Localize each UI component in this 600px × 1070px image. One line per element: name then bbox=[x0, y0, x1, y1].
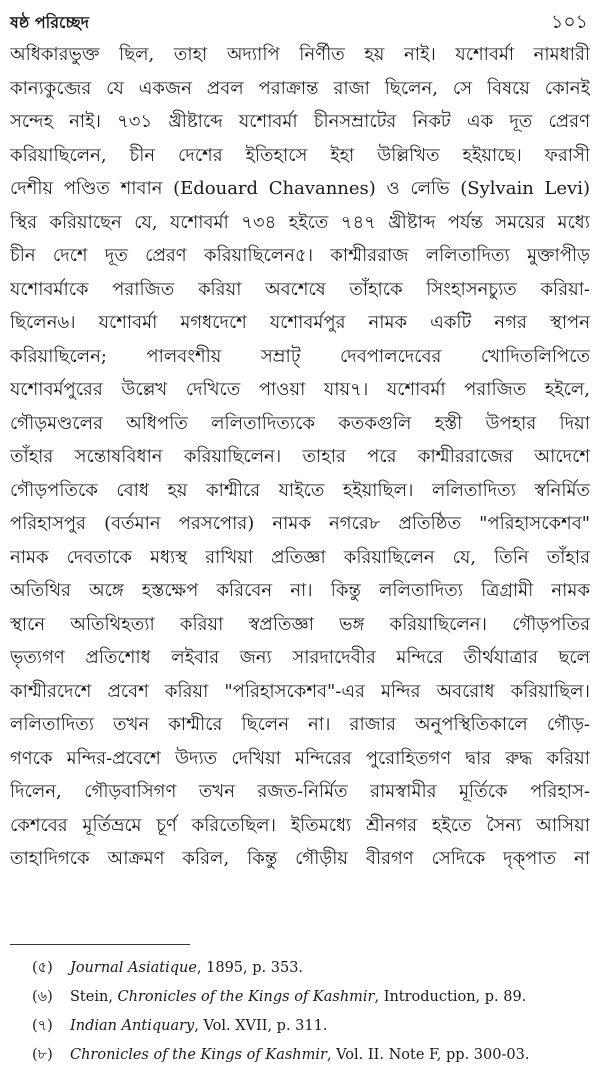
text-line: ছিলেন৬। যশোবর্মা মগধদেশে যশোবর্মপুর নামক একটি নগর স্থাপন bbox=[10, 312, 590, 333]
footnote-rest: , Vol. II. Note F, pp. 300-03. bbox=[326, 1047, 530, 1063]
text-line: দেশীয় পণ্ডিত শাবান (Edouard Chavannes) ও লেভি (Sylvain Levi) bbox=[10, 178, 590, 199]
text-line: গণকে মন্দির-প্রবেশে উদ্যত দেখিয়া মন্দিরের পুরোহিতগণ দ্বার রুদ্ধ করিয়া bbox=[10, 747, 590, 769]
text-line: কান্যকুব্জের যে একজন প্রবল পরাক্রান্ত রাজা ছিলেন, সে বিষয়ে কোনই bbox=[10, 77, 590, 99]
text-line: করিয়াছিলেন; পালবংশীয় সম্রাট্ দেবপালদেবের খোদিতলিপিতে bbox=[10, 345, 590, 367]
footnote-rest: , Vol. XVII, p. 311. bbox=[194, 1018, 328, 1034]
text-line: কাশ্মীরদেশে প্রবেশ করিয়া "পরিহাসকেশব"-এর মন্দির অবরোধ করিয়াছিল। bbox=[10, 680, 590, 702]
text-line: গৌড়পতিকে বোধ হয় কাশ্মীরে যাইতে হইয়াছিল। ললিতাদিত্য স্বনির্মিত bbox=[10, 479, 590, 501]
text-line: করিয়াছিলেন, চীন দেশের ইতিহাসে ইহা উল্লিখিত হইয়াছে। ফরাসী bbox=[10, 144, 590, 166]
text-line: দিলেন, গৌড়বাসিগণ তখন রজত-নির্মিত রামস্বামীর মূর্তিকে পরিহাস- bbox=[10, 781, 590, 802]
footnotes bbox=[32, 954, 590, 1070]
page-number: ১০১ bbox=[550, 11, 588, 33]
text-line: চীন দেশে দূত প্রেরণ করিয়াছিলেন৫। কাশ্মীররাজ ললিতাদিত্য মুক্তাপীড় bbox=[10, 245, 590, 266]
text-line: স্থানে অতিথিহত্যা করিয়া স্বপ্রতিজ্ঞা ভঙ্গ করিয়াছিলেন। গৌড়পতির bbox=[10, 613, 590, 635]
text-line: ললিতাদিত্য তখন কাশ্মীরে ছিলেন না। রাজার অনুপস্থিতিকালে গৌড়- bbox=[10, 714, 590, 735]
text-line: গৌড়মণ্ডলের অধিপতি ললিতাদিত্যকে কতকগুলি হস্তী উপহার দিয়া bbox=[10, 412, 590, 434]
page-header bbox=[10, 6, 588, 34]
footnote bbox=[32, 954, 590, 983]
footnote-rest: , Introduction, p. 89. bbox=[374, 989, 527, 1005]
text-line: যশোবর্মপুরের উল্লেখ দেখিতে পাওয়া যায়৭। যশোবর্মা পরাজিত হইলে, bbox=[10, 379, 590, 400]
footnote-rest: , 1895, p. 353. bbox=[196, 960, 304, 976]
footnote-mark: (৫) bbox=[32, 960, 53, 976]
text-line: নামক দেবতাকে মধ্যস্থ রাখিয়া প্রতিজ্ঞা করিয়াছিলেন যে, তিনি তাঁহার bbox=[10, 546, 590, 568]
text-line: পরিহাসপুর (বর্তমান পরসপোর) নামক নগরে৮ প্রতিষ্ঠিত "পরিহাসকেশব" bbox=[10, 513, 590, 534]
footnote-title: Chronicles of the Kings of Kashmir bbox=[70, 1047, 327, 1063]
footnote bbox=[32, 1012, 590, 1041]
body-text bbox=[10, 38, 590, 876]
text-line: যশোবর্মাকে পরাজিত করিয়া অবশেষে তাঁহাকে সিংহাসনচ্যুত করিয়া- bbox=[10, 278, 590, 300]
running-head: ষষ্ঠ পরিচ্ছেদ bbox=[10, 13, 90, 32]
footnote-title: Chronicles of the Kings of Kashmir bbox=[117, 989, 375, 1005]
footnote-mark: (৮) bbox=[32, 1047, 53, 1063]
footnote-title: Journal Asiatique bbox=[70, 960, 197, 976]
footnote-mark: (৭) bbox=[32, 1018, 53, 1034]
text-line: তাঁহার সন্তোষবিধান করিয়াছিলেন। তাহার পরে কাশ্মীররাজের আদেশে bbox=[10, 446, 590, 467]
footnote-title: Indian Antiquary bbox=[70, 1018, 195, 1034]
footnote bbox=[32, 983, 590, 1012]
text-line: ভৃত্যগণ প্রতিশোধ লইবার জন্য সারদাদেবীর মন্দিরে তীর্থযাত্রার ছলে bbox=[10, 647, 590, 668]
text-line: সন্দেহ নাই। ৭৩১ খ্রীষ্টাব্দে যশোবর্মা চীনসম্রাটের নিকট এক দূত প্রেরণ bbox=[10, 111, 590, 132]
footnote-mark: (৬) bbox=[32, 989, 53, 1005]
text-line: অতিথির অঙ্গে হস্তক্ষেপ করিবেন না। কিন্তু ললিতাদিত্য ত্রিগ্রামী নামক bbox=[10, 580, 590, 601]
text-line: কেশবের মূর্তিভ্রমে চূর্ণ করিতেছিল। ইতিমধ্যে শ্রীনগর হইতে সৈন্য আসিয়া bbox=[10, 814, 590, 836]
text-line: তাহাদিগকে আক্রমণ করিল, কিন্তু গৌড়ীয় বীরগণ সেদিকে দৃক্পাত না bbox=[10, 848, 590, 869]
footnote bbox=[32, 1041, 590, 1070]
footnote-author: Stein, bbox=[70, 989, 118, 1005]
footnote-divider bbox=[10, 944, 190, 945]
text-line: অধিকারভুক্ত ছিল, তাহা অদ্যাপি নির্ণীত হয় নাই। যশোবর্মা নামধারী bbox=[10, 44, 590, 65]
text-line: স্থির করিয়াছেন যে, যশোবর্মা ৭৩৪ হইতে ৭৪৭ খ্রীষ্টাব্দ পর্যন্ত সময়ের মধ্যে bbox=[10, 211, 590, 233]
